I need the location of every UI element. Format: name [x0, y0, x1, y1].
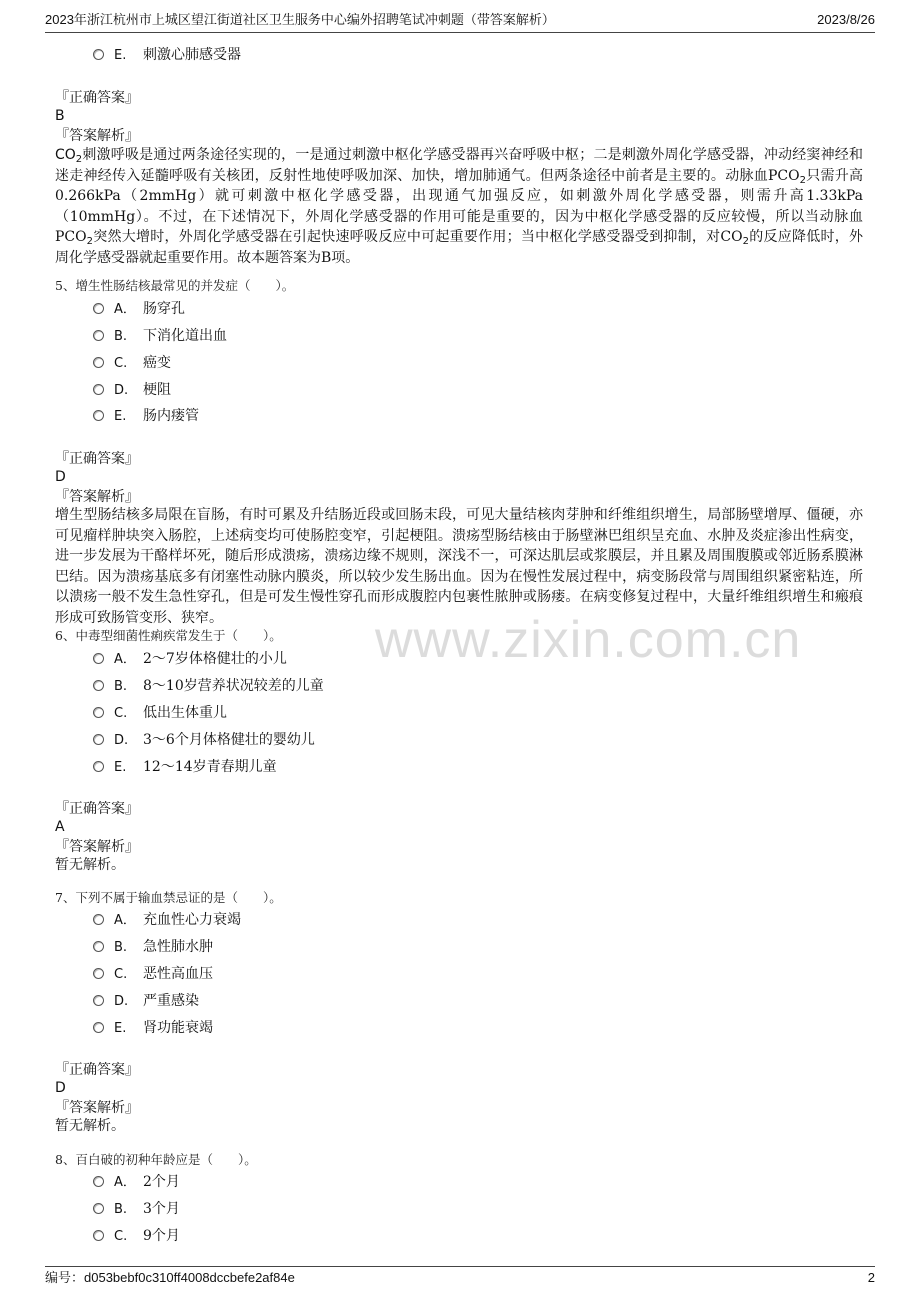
q7-option-a[interactable]: A． 充血性心力衰竭	[93, 911, 241, 930]
radio-icon[interactable]	[93, 1203, 104, 1214]
radio-icon[interactable]	[93, 914, 104, 925]
q6-correct-label: 『正确答案』	[55, 801, 139, 817]
document-date: 2023/8/26	[817, 12, 875, 27]
q7-option-b[interactable]: B. 急性肺水肿	[93, 938, 213, 957]
radio-icon[interactable]	[93, 653, 104, 664]
q5-analysis-text: 增生型肠结核多局限在盲肠，有时可累及升结肠近段或回肠末段，可见大量结核肉芽肿和纤维组织增生，局部肠壁增厚、僵硬，亦可见瘤样肿块突入肠腔，上述病变均可使肠腔变窄，引起梗阻。溃疡型肠结核由于肠壁淋巴组织呈充血、水肿及炎症渗出性病变，进一步发展为干酪样坏死，随后形成溃疡，溃疡边缘不规则，深浅不一，可深达肌层或浆膜层，并且累及周围腹膜或邻近肠系膜淋巴结。因为溃疡基底多有闭塞性动脉内膜炎，所以较少发生肠出血。因为在慢性发展过程中，病变肠段常与周围组织紧密粘连，所以溃疡一般不发生急性穿孔，但是可发生慢性穿孔而形成腹腔内包裹性脓肿或肠瘘。在病变修复过程中，大量纤维组织增生和瘢痕形成可致肠管变形、狭窄。	[55, 507, 863, 626]
page-number: 2	[867, 1270, 875, 1285]
radio-icon[interactable]	[93, 1176, 104, 1187]
radio-icon[interactable]	[93, 49, 104, 60]
radio-icon[interactable]	[93, 357, 104, 368]
q6-analysis-text: 暂无解析。	[55, 857, 125, 873]
q7-answer: D	[55, 1080, 66, 1096]
q6-answer: A	[55, 819, 65, 835]
q5-correct-label: 『正确答案』	[55, 451, 139, 467]
q6-analysis-label: 『答案解析』	[55, 839, 139, 855]
radio-icon[interactable]	[93, 680, 104, 691]
q6-option-e[interactable]: E. 12～14岁青春期儿童	[93, 758, 277, 777]
q8-option-a[interactable]: A． 2个月	[93, 1173, 180, 1192]
q5-option-c[interactable]: C. 癌变	[93, 354, 171, 373]
radio-icon[interactable]	[93, 941, 104, 952]
option-letter: E.	[114, 48, 127, 63]
radio-icon[interactable]	[93, 330, 104, 341]
q8-option-c[interactable]: C. 9个月	[93, 1227, 180, 1246]
document-title: 2023年浙江杭州市上城区望江街道社区卫生服务中心编外招聘笔试冲刺题（带答案解析）	[45, 12, 555, 27]
q6-option-a[interactable]: A． 2～7岁体格健壮的小儿	[93, 650, 287, 669]
watermark: www.zixin.com.cn	[375, 611, 802, 669]
q7-stem: 7、下列不属于输血禁忌证的是（ ）。	[55, 890, 282, 905]
q8-stem: 8、百白破的初种年龄应是（ ）。	[55, 1152, 257, 1167]
q5-option-b[interactable]: B. 下消化道出血	[93, 327, 227, 346]
q4-answer: B	[55, 108, 65, 124]
q6-option-b[interactable]: B. 8～10岁营养状况较差的儿童	[93, 677, 324, 696]
q7-correct-label: 『正确答案』	[55, 1062, 139, 1078]
radio-icon[interactable]	[93, 303, 104, 314]
radio-icon[interactable]	[93, 734, 104, 745]
radio-icon[interactable]	[93, 707, 104, 718]
q7-analysis-text: 暂无解析。	[55, 1118, 125, 1134]
radio-icon[interactable]	[93, 995, 104, 1006]
q4-analysis-label: 『答案解析』	[55, 128, 139, 144]
radio-icon[interactable]	[93, 1022, 104, 1033]
q4-correct-label: 『正确答案』	[55, 90, 139, 106]
page-footer	[45, 1266, 875, 1289]
radio-icon[interactable]	[93, 384, 104, 395]
q5-stem: 5、增生性肠结核最常见的并发症（ ）。	[55, 278, 295, 293]
page-header	[45, 10, 875, 33]
q7-option-d[interactable]: D. 严重感染	[93, 992, 199, 1011]
radio-icon[interactable]	[93, 761, 104, 772]
q5-analysis-label: 『答案解析』	[55, 489, 139, 505]
q7-option-c[interactable]: C. 恶性高血压	[93, 965, 213, 984]
radio-icon[interactable]	[93, 968, 104, 979]
q5-option-a[interactable]: A． 肠穿孔	[93, 300, 185, 319]
radio-icon[interactable]	[93, 410, 104, 421]
q7-analysis-label: 『答案解析』	[55, 1100, 139, 1116]
q6-option-c[interactable]: C. 低出生体重儿	[93, 704, 227, 723]
q6-stem: 6、中毒型细菌性痢疾常发生于（ ）。	[55, 628, 282, 643]
q7-option-e[interactable]: E. 肾功能衰竭	[93, 1019, 213, 1038]
q4-analysis-text: $CO_2$刺激呼吸是通过两条途径实现的，一是通过刺激中枢化学感受器再兴奋呼吸中枢；二是刺激外周化学感受器，冲动经窦神经和迷走神经传入延髓呼吸有关核团，反射性地使呼吸加深、加快，增加肺通气。但两条途径中前者是主要的。动脉血$PCO_2$只需升高0.266kPa（2mmHg）就可刺激中枢化学感受器，出现通气加强反应，如刺激外周化学感受器，则需升高1.33kPa（10mmHg）。不过，在下述情况下，外周化学感受器的作用可能是重要的，因为中枢化学感受器的反应较慢，所以当动脉血$PCO_2$突然大增时，外周化学感受器在引起快速呼吸反应中可起重要作用；当中枢化学感受器受到抑制，对$CO_2$的反应降低时，外周化学感受器就起重要作用。故本题答案为B项。	[55, 147, 864, 266]
option-text: 刺激心肺感受器	[143, 47, 241, 63]
q5-option-e[interactable]: E. 肠内瘘管	[93, 407, 199, 426]
document-code: 编号：d053bebf0c310ff4008dccbefe2af84e	[45, 1270, 295, 1285]
q6-option-d[interactable]: D. 3～6个月体格健壮的婴幼儿	[93, 731, 315, 750]
q4-option-e[interactable]	[93, 46, 241, 65]
q8-option-b[interactable]: B. 3个月	[93, 1200, 180, 1219]
radio-icon[interactable]	[93, 1230, 104, 1241]
q5-option-d[interactable]: D. 梗阻	[93, 381, 171, 400]
q5-answer: D	[55, 469, 66, 485]
